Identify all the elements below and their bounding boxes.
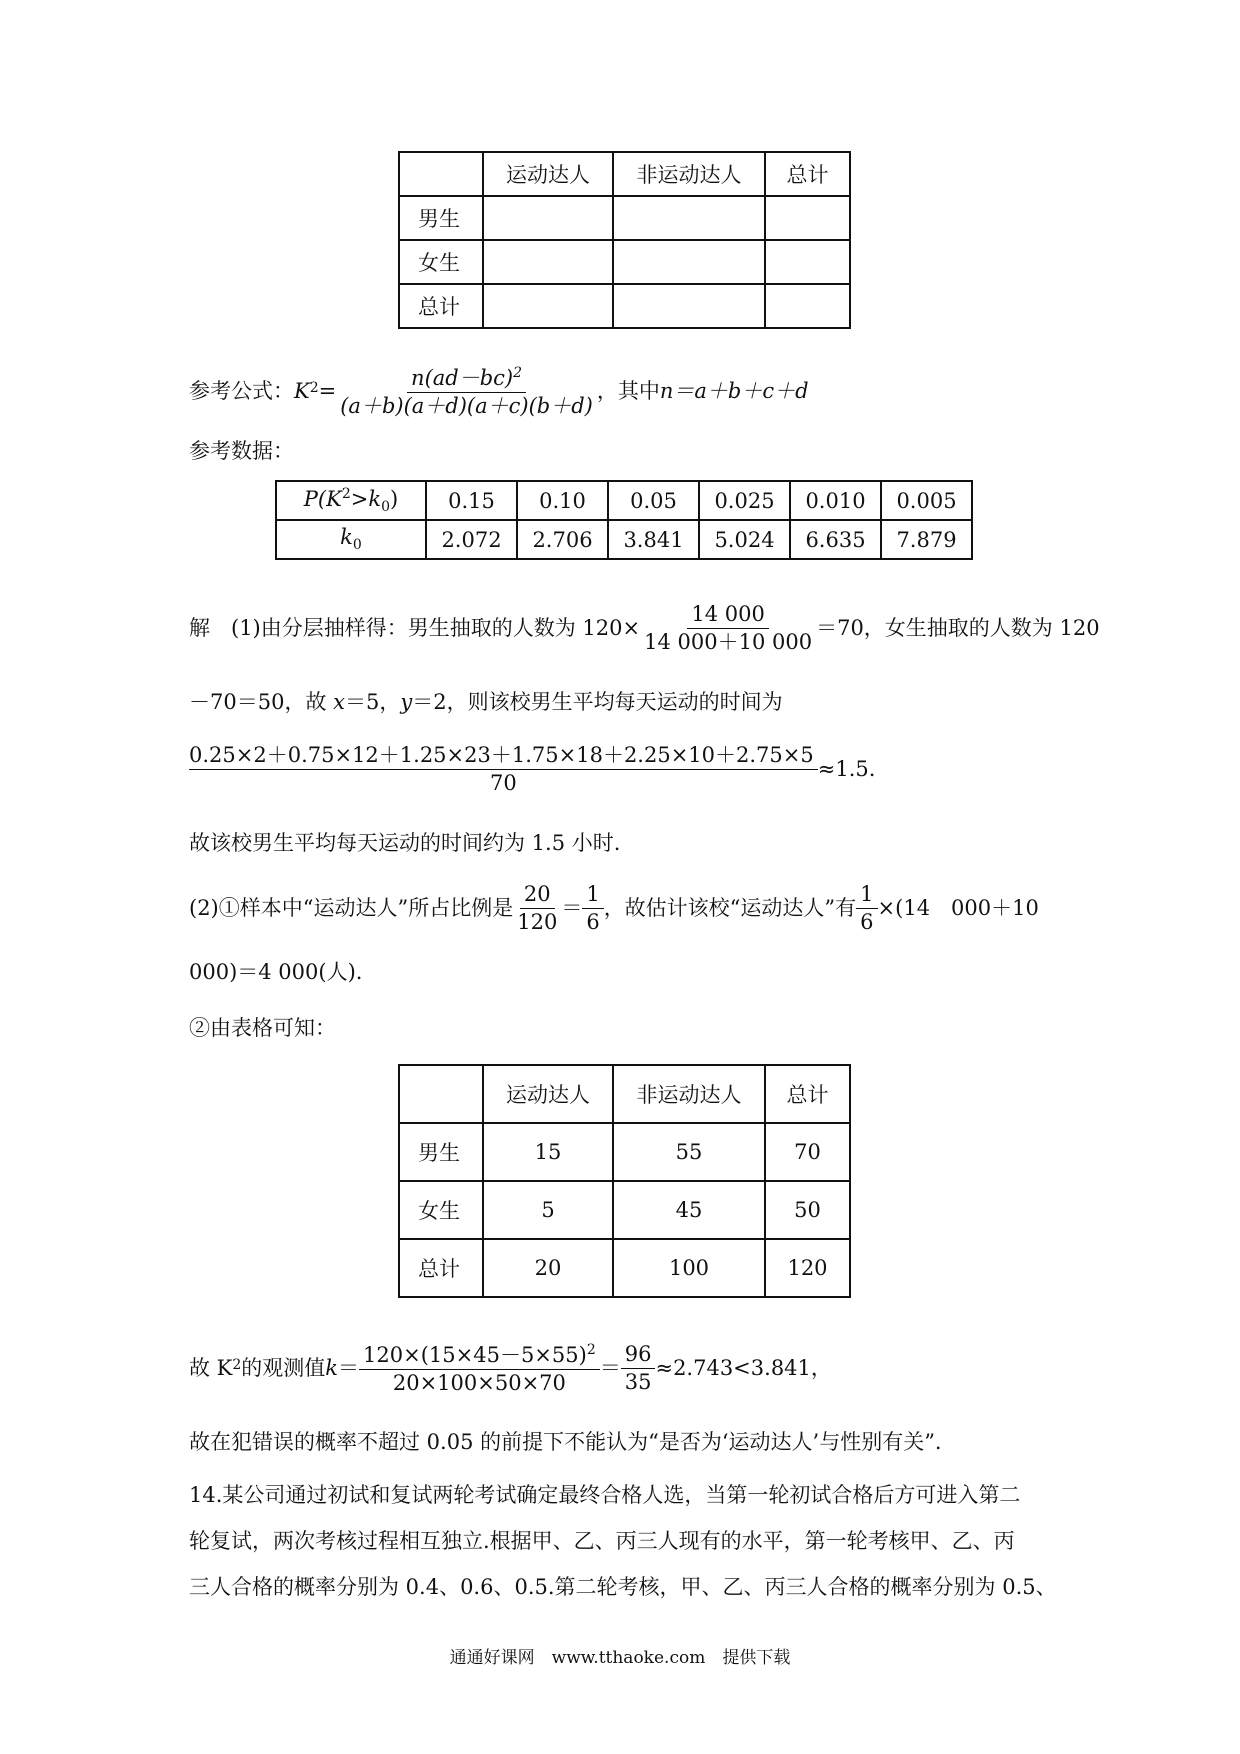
- table-cell: 50: [765, 1181, 850, 1239]
- formula-n-expr: n＝a＋b＋c＋d: [659, 379, 809, 403]
- solution-line-2: －70＝50，故 x＝5，y＝2，则该校男生平均每天运动的时间为: [189, 690, 783, 714]
- table-row-label: 女生: [399, 240, 483, 284]
- table-row-label: 总计: [399, 1239, 483, 1297]
- table-cell: 5: [483, 1181, 613, 1239]
- table-cell: [765, 240, 850, 284]
- table-cell: [483, 240, 613, 284]
- table-cell: [613, 196, 765, 240]
- table-cell: [613, 240, 765, 284]
- formula-denominator: (a＋b)(a＋d)(a＋c)(b＋d): [340, 394, 593, 418]
- solution-line-5: (2)①样本中“运动达人”所占比例是 $\frac{20}{120}$ ＝ $\frac{1}{6}$ ，故估计该校“运动达人”有 $\frac{1}{6}$ ×(14 000＋10: [189, 882, 1039, 934]
- formula-label: 参考公式：: [189, 379, 294, 403]
- table-cell: 6.635: [790, 520, 881, 559]
- male-ratio-fraction: $\frac{14 000}{14 000+10 000}$: [644, 602, 813, 654]
- table-header-cell: 运动达人: [483, 1065, 613, 1123]
- table-cell: [765, 196, 850, 240]
- table-cell: [483, 284, 613, 328]
- solution-line-1: 解 (1)由分层抽样得：男生抽取的人数为 120× $\frac{14 000}{14 000+10 000}$ ＝70，女生抽取的人数为 120: [189, 602, 1100, 654]
- problem-14-line-3: 三人合格的概率分别为 0.4、0.6、0.5.第二轮考核，甲、乙、丙三人合格的概率分别为 0.5、: [189, 1575, 1057, 1599]
- conclusion: 故在犯错误的概率不超过 0.05 的前提下不能认为“是否为‘运动达人’与性别有关”.: [189, 1430, 942, 1454]
- problem-14-line-2: 轮复试，两次考核过程相互独立.根据甲、乙、丙三人现有的水平，第一轮考核甲、乙、丙: [189, 1529, 1015, 1553]
- contingency-table-blank: [398, 151, 851, 329]
- table-cell: 45: [613, 1181, 765, 1239]
- formula-suffix: ，其中: [596, 379, 660, 403]
- table-cell: 2.072: [426, 520, 517, 559]
- table-cell: 70: [765, 1123, 850, 1181]
- critical-value-table: [275, 480, 973, 560]
- contingency-table-filled: [398, 1064, 851, 1298]
- observed-value-line: 故 K $^2$ 的观测值 k ＝ $\frac{120\times(15\times 45-5\times 55)^2}{20\times 100\times 50\times 70}$ ＝ $\frac{96}{35}$ ≈2.743<3.841，: [189, 1342, 832, 1395]
- table-cell: 5.024: [699, 520, 790, 559]
- table-row-label: 男生: [399, 1123, 483, 1181]
- solution-line-4: 故该校男生平均每天运动的时间约为 1.5 小时.: [189, 831, 621, 855]
- page-footer: 通通好课网 www.tthaoke.com 提供下载: [449, 1648, 791, 1668]
- table-header-cell: 非运动达人: [613, 152, 765, 196]
- table-row-label: $P(K^2>k_0)$: [276, 481, 426, 520]
- table-row-label: 总计: [399, 284, 483, 328]
- formula-k: K: [294, 379, 310, 403]
- table-cell: 0.05: [608, 481, 699, 520]
- reference-data-label: 参考数据：: [189, 439, 294, 463]
- mean-calculation: $\frac{0.25\times 2+0.75\times 12+1.25\times 23+1.75\times 18+2.25\times 10+2.75\times 5}{70}$ ≈1.5.: [189, 743, 876, 795]
- table-header-cell: 总计: [765, 1065, 850, 1123]
- table-cell: 0.005: [881, 481, 972, 520]
- table-cell: [765, 284, 850, 328]
- table-header-cell: [399, 1065, 483, 1123]
- chi-square-fraction: $\frac{120\times(15\times 45-5\times 55)^2}{20\times 100\times 50\times 70}$: [359, 1343, 600, 1394]
- table-cell: 100: [613, 1239, 765, 1297]
- table-cell: 120: [765, 1239, 850, 1297]
- table-cell: 0.010: [790, 481, 881, 520]
- solution-line-7: ②由表格可知：: [189, 1016, 336, 1040]
- mean-fraction: $\frac{0.25\times 2+0.75\times 12+1.25\times 23+1.75\times 18+2.25\times 10+2.75\times 5}{70}$: [189, 745, 818, 794]
- table-cell: [613, 284, 765, 328]
- table-cell: 20: [483, 1239, 613, 1297]
- table-header-cell: 非运动达人: [613, 1065, 765, 1123]
- table-row-label: $k_0$: [276, 520, 426, 559]
- table-cell: 2.706: [517, 520, 608, 559]
- reference-formula: [189, 366, 809, 417]
- table-row-label: 女生: [399, 1181, 483, 1239]
- table-cell: 0.025: [699, 481, 790, 520]
- formula-numerator: n(ad－bc): [411, 366, 514, 390]
- table-cell: 3.841: [608, 520, 699, 559]
- table-cell: 0.10: [517, 481, 608, 520]
- formula-eq: =: [318, 379, 337, 403]
- table-cell: 0.15: [426, 481, 517, 520]
- table-cell: 15: [483, 1123, 613, 1181]
- solution-line-6: 000)＝4 000(人).: [189, 960, 363, 984]
- table-cell: 7.879: [881, 520, 972, 559]
- table-header-cell: [399, 152, 483, 196]
- formula-fraction: [336, 366, 597, 417]
- formula-num-sup: 2: [513, 365, 523, 381]
- table-cell: 55: [613, 1123, 765, 1181]
- table-cell: [483, 196, 613, 240]
- table-header-cell: 总计: [765, 152, 850, 196]
- table-header-cell: 运动达人: [483, 152, 613, 196]
- table-row-label: 男生: [399, 196, 483, 240]
- formula-k-sup: 2: [309, 379, 319, 396]
- problem-14-line-1: 14.某公司通过初试和复试两轮考试确定最终合格人选，当第一轮初试合格后方可进入第二: [189, 1483, 1021, 1507]
